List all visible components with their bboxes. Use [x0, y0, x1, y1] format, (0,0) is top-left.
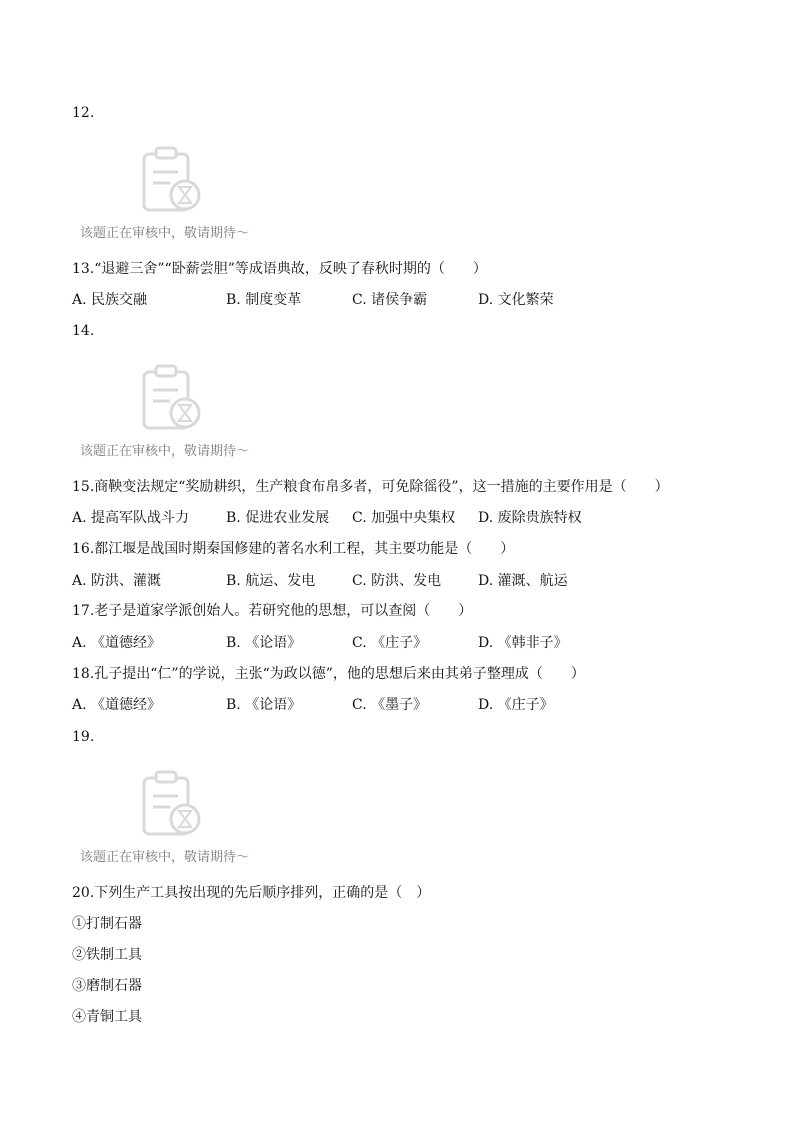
q20-item-3: ③磨制石器	[72, 978, 142, 994]
q18-option-a: A. 《道德经》	[72, 697, 162, 713]
q13-option-a: A. 民族交融	[72, 292, 148, 308]
placeholder-text: 该题正在审核中，敬请期待～	[80, 226, 250, 241]
question-stem: 下列生产工具按出现的先后顺序排列，正确的是（ ）	[94, 885, 431, 901]
q17-option-d: D. 《韩非子》	[478, 635, 568, 651]
q16-option-c: C. 防洪、发电	[352, 573, 442, 589]
question-13-text	[72, 260, 487, 278]
question-15-text	[72, 478, 669, 496]
q15-option-b: B. 促进农业发展	[226, 510, 330, 526]
question-stem: 老子是道家学派创始人。若研究他的思想，可以查阅（ ）	[94, 603, 473, 619]
q16-option-d: D. 灌溉、航运	[478, 573, 568, 589]
q13-option-c: C. 诸侯争霸	[352, 292, 428, 308]
q15-option-a: A. 提高军队战斗力	[72, 510, 190, 526]
question-20-text	[72, 884, 430, 902]
q20-item-4: ④青铜工具	[72, 1009, 142, 1025]
placeholder-text: 该题正在审核中，敬请期待～	[80, 850, 250, 865]
question-16-text	[72, 540, 514, 558]
question-19-number: 19.	[72, 729, 95, 745]
q17-option-b: B. 《论语》	[226, 635, 302, 651]
q15-option-c: C. 加强中央集权	[352, 510, 456, 526]
q18-option-c: C. 《墨子》	[352, 697, 428, 713]
question-stem: “退避三舍”“卧薪尝胆”等成语典故，反映了春秋时期的（ ）	[94, 261, 487, 277]
q13-option-d: D. 文化繁荣	[478, 292, 554, 308]
question-stem: 孔子提出“仁”的学说，主张“为政以德”，他的思想后来由其弟子整理成（ ）	[94, 666, 585, 682]
question-17-text	[72, 602, 472, 620]
question-number: 17.	[72, 603, 95, 619]
review-placeholder	[80, 770, 280, 870]
clipboard-hourglass-icon	[136, 146, 206, 216]
q18-option-b: B. 《论语》	[226, 697, 302, 713]
q15-option-d: D. 废除贵族特权	[478, 510, 582, 526]
clipboard-hourglass-icon	[136, 770, 206, 840]
question-12-number: 12.	[72, 105, 95, 121]
question-stem: 都江堰是战国时期秦国修建的著名水利工程，其主要功能是（ ）	[94, 541, 515, 557]
q20-item-2: ②铁制工具	[72, 947, 142, 963]
question-number: 15.	[72, 479, 95, 495]
question-stem: 商鞅变法规定“奖励耕织，生产粮食布帛多者，可免除徭役”，这一措施的主要作用是（ ）	[94, 479, 669, 495]
q18-option-d: D. 《庄子》	[478, 697, 554, 713]
question-number: 16.	[72, 541, 95, 557]
question-number: 20.	[72, 885, 95, 901]
review-placeholder	[80, 364, 280, 464]
q16-option-a: A. 防洪、灌溉	[72, 573, 162, 589]
question-14-number: 14.	[72, 323, 95, 339]
clipboard-hourglass-icon	[136, 364, 206, 434]
q20-item-1: ①打制石器	[72, 916, 142, 932]
q17-option-c: C. 《庄子》	[352, 635, 428, 651]
question-18-text	[72, 665, 585, 683]
q16-option-b: B. 航运、发电	[226, 573, 316, 589]
question-number: 18.	[72, 666, 95, 682]
q17-option-a: A. 《道德经》	[72, 635, 162, 651]
q13-option-b: B. 制度变革	[226, 292, 302, 308]
question-number: 13.	[72, 261, 95, 277]
review-placeholder	[80, 146, 280, 246]
placeholder-text: 该题正在审核中，敬请期待～	[80, 444, 250, 459]
